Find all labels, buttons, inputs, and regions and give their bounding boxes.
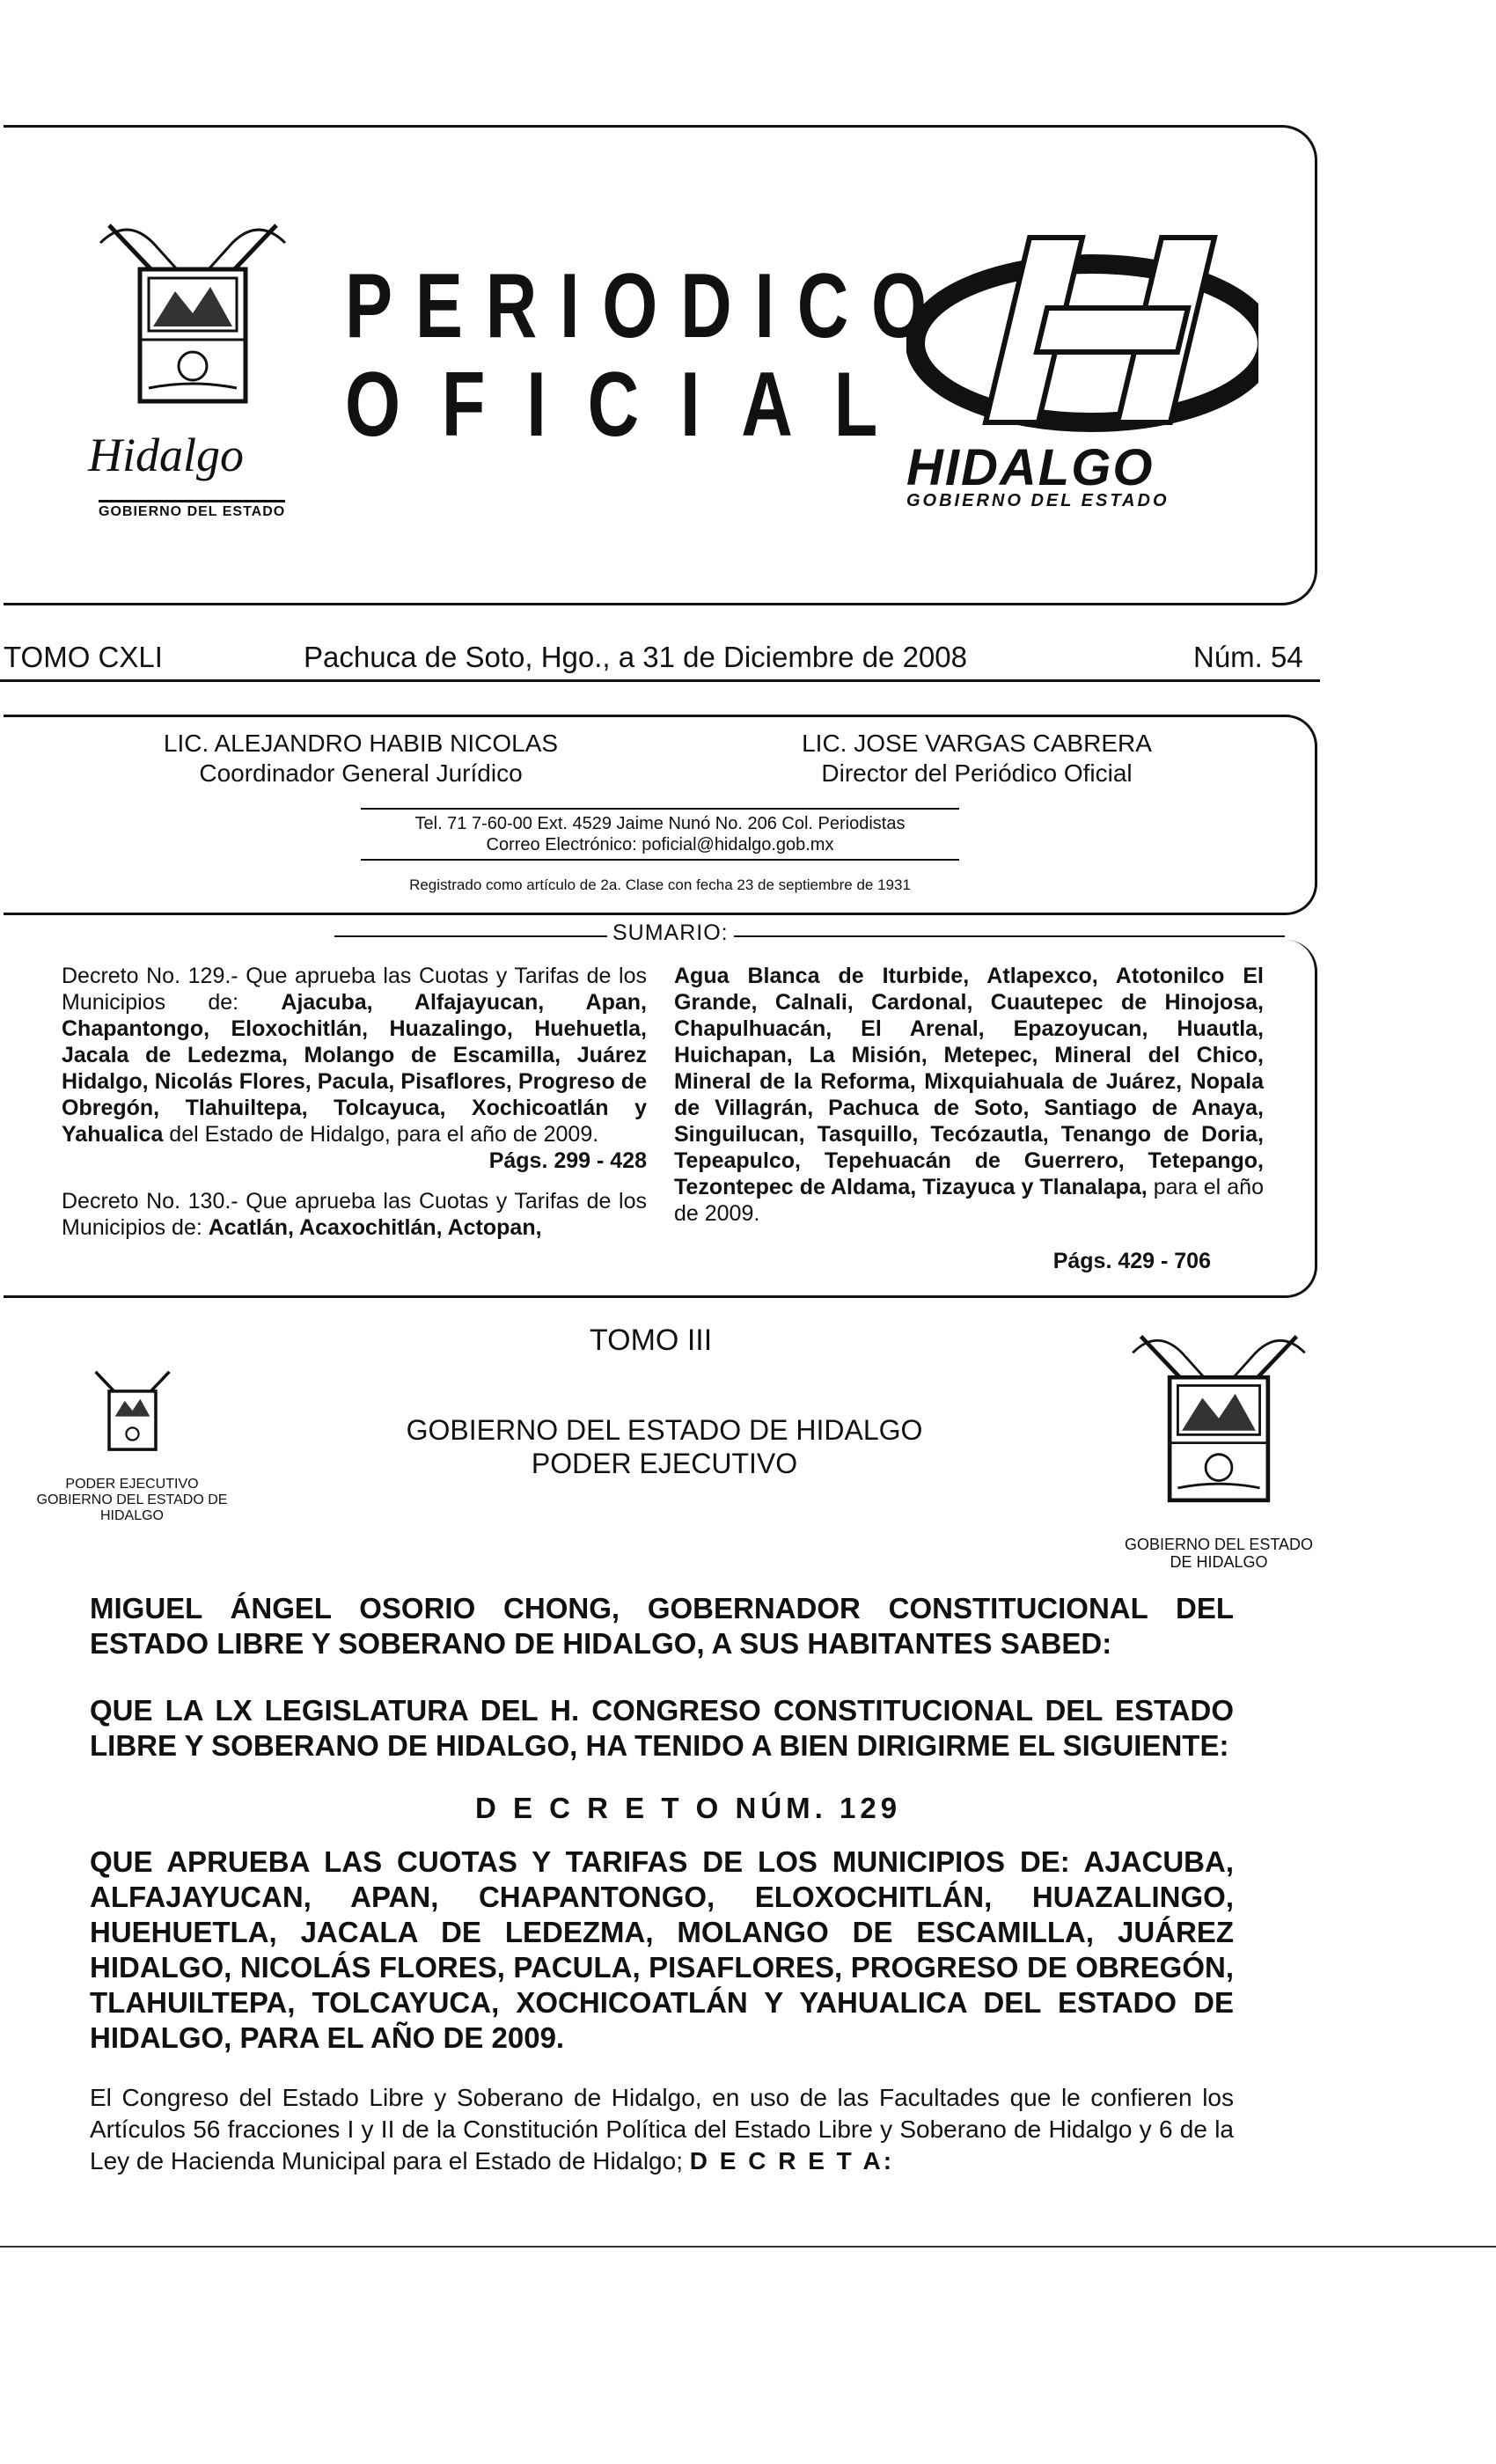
gobierno-estado-caption bbox=[1100, 1536, 1338, 1571]
small-coat-of-arms-icon bbox=[86, 1364, 179, 1477]
congress-paragraph bbox=[90, 2082, 1234, 2177]
decreto-129-summary bbox=[62, 963, 647, 1148]
legislature-paragraph: QUE LA LX LEGISLATURA DEL H. CONGRESO CONSTITUCIONAL DEL ESTADO LIBRE Y SOBERANO DE HIDALGO, HA TENIDO A BIEN DIRIGIRME EL SIGUIENTE: bbox=[90, 1694, 1234, 1762]
sumario-label: SUMARIO: bbox=[607, 920, 734, 946]
hidalgo-brand-label: HIDALGO bbox=[906, 439, 1155, 496]
sumario-right-column bbox=[674, 963, 1264, 1274]
poder-ejecutivo-small bbox=[35, 1477, 229, 1524]
contact-address: Tel. 71 7-60-00 Ext. 4529 Jaime Nunó No. 206 Col. Periodistas bbox=[414, 814, 906, 833]
director-name: LIC. JOSE VARGAS CABRERA bbox=[802, 730, 1152, 757]
contact-info bbox=[361, 808, 959, 861]
place-date: Pachuca de Soto, Hgo., a 31 de Diciembre de 2008 bbox=[304, 641, 967, 673]
contact-email: Correo Electrónico: poficial@hidalgo.gob.mx bbox=[486, 835, 834, 854]
oficial-title: OFICIAL bbox=[345, 354, 920, 456]
divider bbox=[0, 679, 1320, 682]
right-coat-of-arms-icon bbox=[1118, 1320, 1320, 1558]
government-heading bbox=[334, 1413, 994, 1480]
issue-number: Núm. 54 bbox=[1193, 641, 1303, 673]
decreto-130-summary bbox=[62, 1188, 647, 1241]
decreto-129-pages: Págs. 299 - 428 bbox=[488, 1148, 647, 1173]
decreto-130-pages: Págs. 429 - 706 bbox=[1052, 1249, 1211, 1273]
decreto-129-intro: Decreto No. 129.- Que aprueba las Cuotas y Tarifas de los Municipios de: bbox=[62, 964, 647, 1015]
gobierno-right-label: GOBIERNO DEL ESTADO bbox=[906, 491, 1170, 510]
decreto-129-end: del Estado de Hidalgo, para el año de 2009. bbox=[163, 1122, 599, 1147]
gobierno-left-label: GOBIERNO DEL ESTADO bbox=[99, 500, 285, 520]
heading-line2: PODER EJECUTIVO bbox=[531, 1448, 798, 1479]
divider bbox=[0, 2246, 1496, 2248]
tomo-label: TOMO CXLI bbox=[4, 641, 163, 673]
coordinator-role: Coordinador General Jurídico bbox=[199, 759, 523, 787]
congress-text: El Congreso del Estado Libre y Soberano de Hidalgo, en uso de las Facultades que le confieren los Artículos 56 fracciones I y II de la Constitución Política del Estado Libre y Soberano de Hidalgo y 6 de la Ley de Hacienda Municipal para el Estado de Hidalgo; bbox=[90, 2084, 1234, 2174]
hidalgo-h-logo-icon bbox=[906, 220, 1258, 449]
hidalgo-script-label: Hidalgo bbox=[88, 429, 245, 481]
decreto-130-intro: Decreto No. 130.- Que aprueba las Cuotas y Tarifas de los Municipios de: bbox=[62, 1189, 647, 1240]
divider bbox=[334, 935, 1285, 937]
decreto-130-municipios-left: Acatlán, Acaxochitlán, Actopan, bbox=[208, 1215, 542, 1240]
heading-line1: GOBIERNO DEL ESTADO DE HIDALGO bbox=[406, 1414, 923, 1446]
coordinator-block bbox=[132, 729, 590, 788]
state-coat-of-arms-icon bbox=[92, 208, 294, 463]
periodico-title: PERIODICO bbox=[345, 255, 950, 357]
director-block bbox=[748, 729, 1206, 788]
decreto-130-continued bbox=[674, 963, 1264, 1227]
director-role: Director del Periódico Oficial bbox=[821, 759, 1133, 787]
sumario-left-column bbox=[62, 963, 647, 1241]
caption-line1: GOBIERNO DEL ESTADO bbox=[1124, 1536, 1314, 1553]
governor-paragraph: MIGUEL ÁNGEL OSORIO CHONG, GOBERNADOR CONSTITUCIONAL DEL ESTADO LIBRE Y SOBERANO DE HIDALGO, A SUS HABITANTES SABED: bbox=[90, 1592, 1234, 1660]
decreta-label: D E C R E T A: bbox=[689, 2147, 895, 2174]
caption-line2: DE HIDALGO bbox=[1170, 1553, 1268, 1571]
decree-number: D E C R E T O NÚM. 129 bbox=[475, 1792, 902, 1824]
decreto-130-end: para el año de 2009. bbox=[674, 1175, 1264, 1226]
registration-note: Registrado como artículo de 2a. Clase con fecha 23 de septiembre de 1931 bbox=[409, 876, 911, 893]
tomo-iii-label: TOMO III bbox=[590, 1324, 713, 1357]
coordinator-name: LIC. ALEJANDRO HABIB NICOLAS bbox=[163, 730, 559, 757]
poder-small-line1: PODER EJECUTIVO bbox=[65, 1477, 199, 1492]
decree-title-paragraph: QUE APRUEBA LAS CUOTAS Y TARIFAS DE LOS MUNICIPIOS DE: AJACUBA, ALFAJAYUCAN, APAN, CHAPANTONGO, ELOXOCHITLÁN, HUAZALINGO, HUEHUETLA, JACALA DE LEDEZMA, MOLANGO DE ESCAMILLA, JUÁREZ HIDALGO, NICOLÁS FLORES, PACULA, PISAFLORES, PROGRESO DE OBREGÓN, TLAHUILTEPA, TOLCAYUCA, XOCHICOATLÁN Y YAHUALICA DEL ESTADO DE HIDALGO, PARA EL AÑO DE 2009. bbox=[90, 1845, 1234, 2054]
decreto-130-municipios-right: Agua Blanca de Iturbide, Atlapexco, Atotonilco El Grande, Calnali, Cardonal, Cuautepec de Hinojosa, Chapulhuacán, El Arenal, Epazoyucan, Huautla, Huichapan, La Misión, Metepec, Mineral del Chico, Mineral de la Reforma, Mixquiahuala de Juárez, Nopala de Villagrán, Pachuca de Soto, Santiago de Anaya, Singuilucan, Tasquillo, Tecózautla, Tenango de Doria, Tepeapulco, Tepehuacán de Guerrero, Tetepango, Tezontepec de Aldama, Tizayuca y Tlanalapa, bbox=[674, 964, 1264, 1199]
poder-small-line2: GOBIERNO DEL ESTADO DE HIDALGO bbox=[36, 1492, 228, 1523]
decreto-129-municipios: Ajacuba, Alfajayucan, Apan, Chapantongo, Eloxochitlán, Huazalingo, Huehuetla, Jacala de Ledezma, Molango de Escamilla, Juárez Hidalgo, Nicolás Flores, Pacula, Pisaflores, Progreso de Obregón, Tlahuiltepa, Tolcayuca, Xochicoatlán y Yahualica bbox=[62, 990, 647, 1147]
